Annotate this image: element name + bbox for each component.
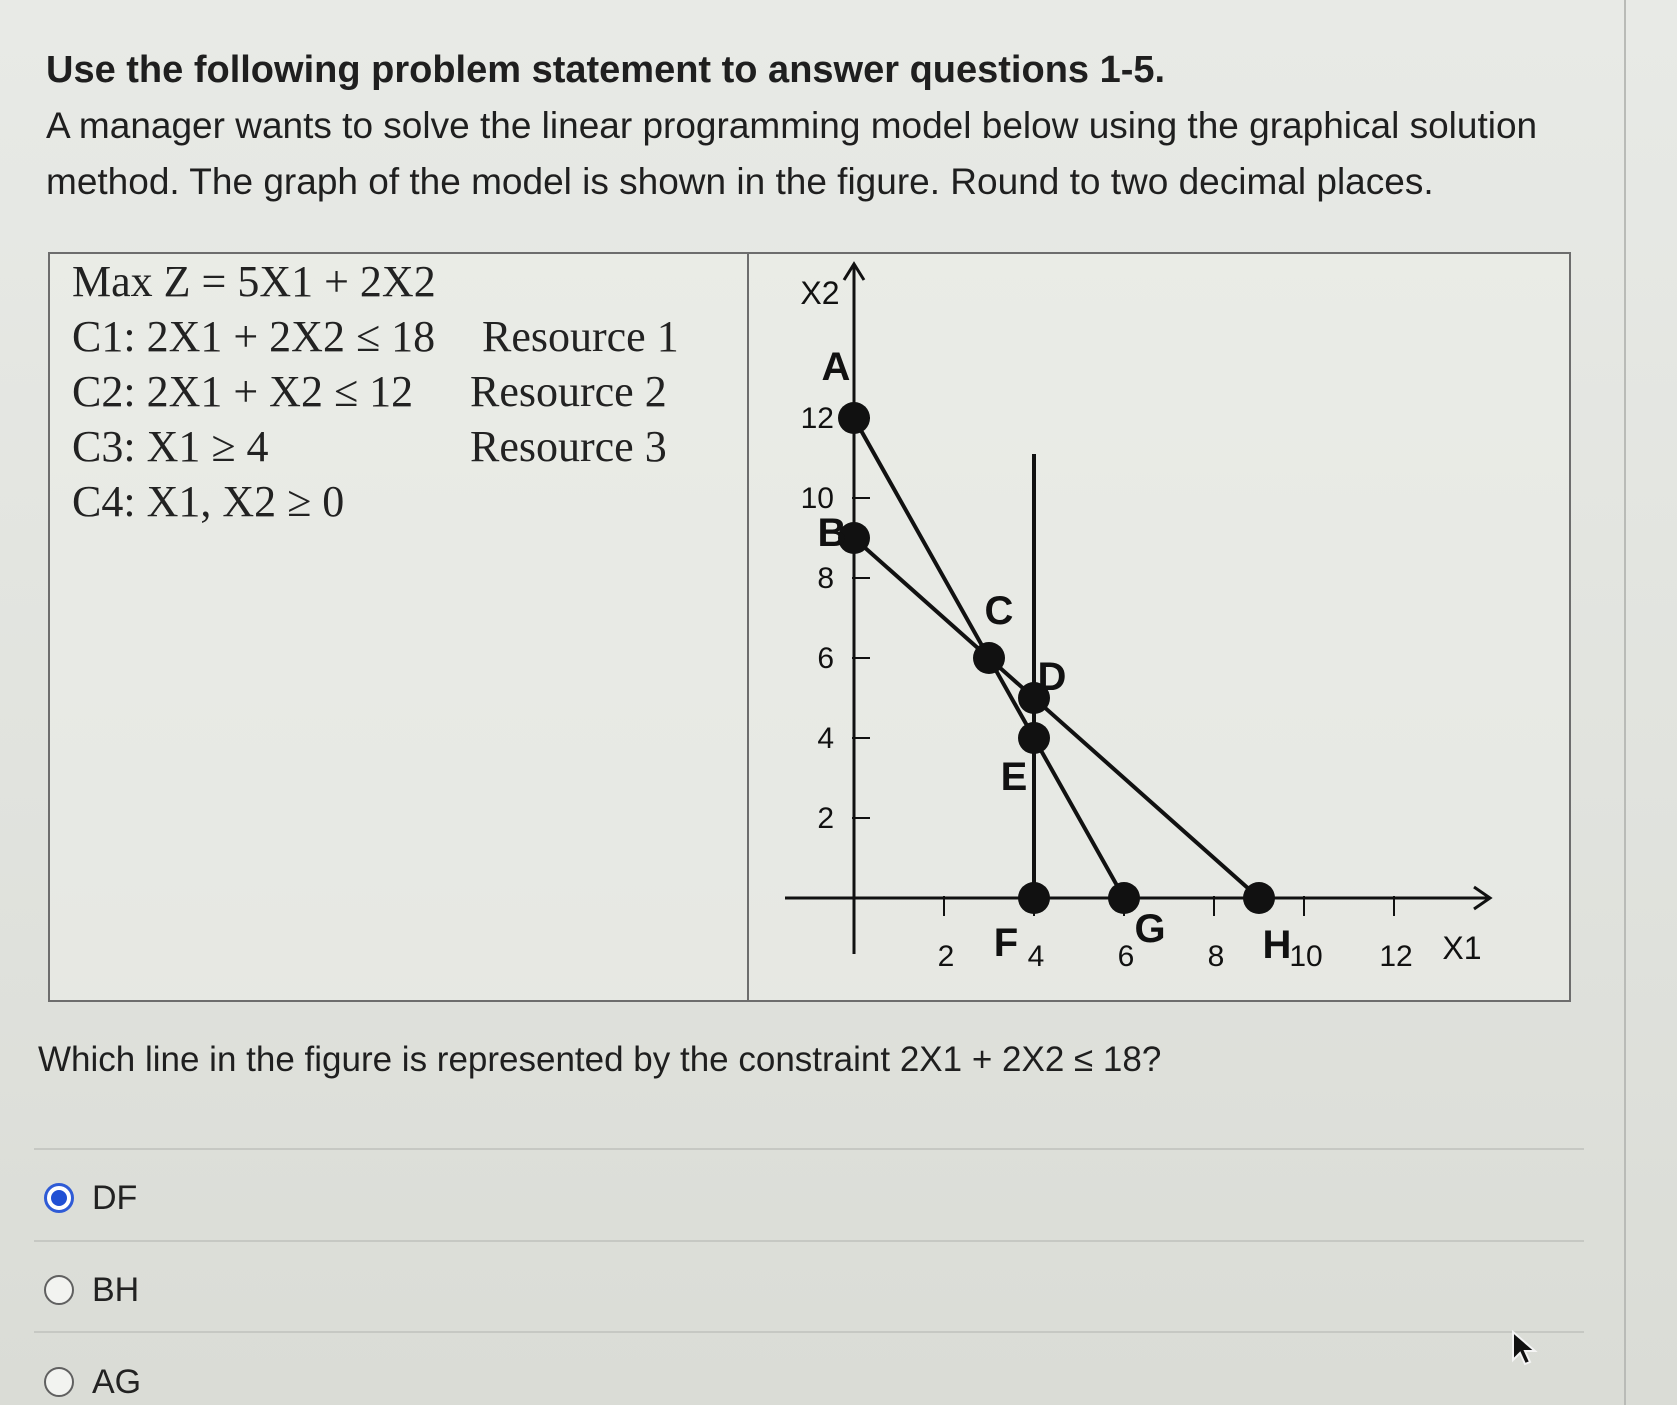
point-label-h: H bbox=[1262, 923, 1292, 967]
page-right-edge bbox=[1624, 0, 1626, 1405]
lp-graph bbox=[50, 254, 1569, 1000]
x-tick-label: 2 bbox=[937, 940, 955, 973]
constraint-line-c1 bbox=[854, 538, 1259, 898]
point-h bbox=[1243, 882, 1275, 914]
constraint-c3: C3: X1 ≥ 4 bbox=[72, 422, 269, 471]
y-tick-label: 2 bbox=[817, 802, 834, 835]
point-f bbox=[1018, 882, 1050, 914]
option-ag-label: AG bbox=[92, 1362, 142, 1401]
resource-3-label: Resource 3 bbox=[470, 422, 667, 471]
intro-body: A manager wants to solve the linear programming model below using the graphical solution method. The graph of the model is shown in the figure. Round to two decimal places. bbox=[46, 105, 1538, 202]
question-text: Which line in the figure is represented by the constraint 2X1 + 2X2 ≤ 18? bbox=[38, 1040, 1162, 1079]
y-tick-label: 12 bbox=[800, 402, 834, 435]
x-axis-label: X1 bbox=[1442, 930, 1482, 966]
y-tick-label: 10 bbox=[800, 482, 834, 515]
point-label-g: G bbox=[1134, 907, 1166, 951]
x-tick-label: 6 bbox=[1117, 940, 1135, 973]
constraint-c1: C1: 2X1 + 2X2 ≤ 18 bbox=[72, 312, 436, 361]
separator bbox=[34, 1240, 1584, 1242]
x-tick-label: 4 bbox=[1027, 940, 1045, 973]
separator bbox=[34, 1148, 1584, 1150]
point-c bbox=[973, 642, 1005, 674]
option-df-label: DF bbox=[92, 1178, 138, 1217]
option-ag[interactable] bbox=[44, 1360, 141, 1404]
x-tick-label: 12 bbox=[1379, 940, 1413, 973]
y-axis-label: X2 bbox=[800, 275, 840, 311]
point-label-c: C bbox=[984, 589, 1014, 633]
point-label-f: F bbox=[993, 921, 1019, 965]
constraint-c2: C2: 2X1 + X2 ≤ 12 bbox=[72, 367, 414, 416]
radio-df[interactable] bbox=[44, 1183, 74, 1213]
point-e bbox=[1018, 722, 1050, 754]
option-bh[interactable] bbox=[44, 1268, 139, 1312]
model-figure bbox=[48, 252, 1571, 1002]
radio-selected-dot bbox=[51, 1190, 67, 1206]
option-df[interactable] bbox=[44, 1176, 137, 1220]
y-tick-label: 4 bbox=[817, 722, 834, 755]
problem-intro bbox=[46, 44, 1566, 210]
radio-bh[interactable] bbox=[44, 1275, 74, 1305]
x-tick-label: 10 bbox=[1289, 940, 1323, 973]
radio-ag[interactable] bbox=[44, 1367, 74, 1397]
mouse-cursor-icon bbox=[1510, 1330, 1540, 1370]
option-bh-label: BH bbox=[92, 1270, 140, 1309]
resource-1-label: Resource 1 bbox=[482, 312, 679, 361]
x-tick-label: 8 bbox=[1207, 940, 1225, 973]
point-label-b: B bbox=[817, 511, 847, 555]
constraint-c4: C4: X1, X2 ≥ 0 bbox=[72, 477, 345, 526]
y-tick-label: 8 bbox=[817, 562, 834, 595]
point-label-a: A bbox=[821, 345, 851, 389]
intro-heading: Use the following problem statement to answer questions 1-5. bbox=[46, 49, 1166, 91]
point-label-e: E bbox=[1000, 755, 1028, 799]
resource-2-label: Resource 2 bbox=[470, 367, 667, 416]
point-label-d: D bbox=[1037, 655, 1067, 699]
y-tick-label: 6 bbox=[817, 642, 834, 675]
point-a bbox=[838, 402, 870, 434]
separator bbox=[34, 1331, 1584, 1333]
objective-function: Max Z = 5X1 + 2X2 bbox=[72, 257, 436, 306]
